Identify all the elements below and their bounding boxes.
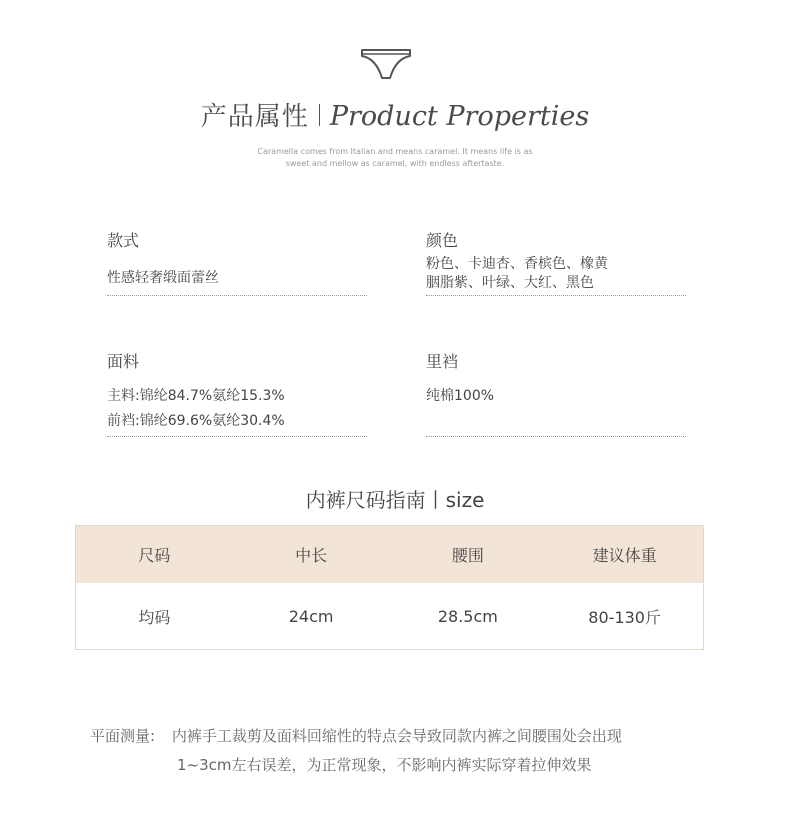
note-text: 内裤手工裁剪及面料回缩性的特点会导致同款内裤之间腰围处会出现	[171, 727, 622, 745]
underwear-brief-icon	[359, 44, 413, 84]
column-header-length: 中长	[295, 546, 328, 565]
property-value: 胭脂紫、叶绿、大红、黑色	[426, 275, 594, 291]
property-label: 款式	[107, 231, 140, 250]
cell-length: 24cm	[288, 606, 334, 626]
property-color	[426, 228, 686, 296]
column-header-waist: 腰围	[451, 546, 484, 565]
property-value: 纯棉100%	[426, 388, 495, 404]
tagline-line: sweet and mellow as caramel, with endless aftertaste.	[285, 159, 505, 168]
title-english: Product Properties	[329, 101, 590, 132]
title-divider	[319, 104, 320, 126]
cell-size: 均码	[138, 607, 171, 627]
note-prefix: 平面测量:	[90, 727, 156, 745]
property-label: 颜色	[426, 231, 459, 250]
column-header-size: 尺码	[138, 546, 171, 565]
property-label: 面料	[107, 352, 140, 371]
tagline-line: Caramella comes from Italian and means caramel. It means life is as	[257, 147, 533, 156]
size-table	[75, 525, 704, 650]
property-lining	[426, 349, 686, 437]
property-fabric	[107, 349, 367, 437]
table-row	[76, 583, 703, 649]
page-title	[0, 96, 790, 133]
property-value: 性感轻奢缎面蕾丝	[107, 270, 219, 286]
property-label: 里裆	[426, 352, 459, 371]
property-value: 主料:锦纶84.7%氨纶15.3%	[107, 388, 285, 404]
brand-tagline	[0, 146, 790, 170]
measurement-note	[90, 722, 622, 780]
table-header-row	[76, 526, 703, 583]
property-style	[107, 228, 367, 296]
cell-weight: 80-130斤	[588, 607, 661, 627]
property-value: 粉色、卡迪杏、香槟色、橡黄	[426, 256, 608, 272]
column-header-weight: 建议体重	[592, 546, 657, 565]
property-value: 前裆:锦纶69.6%氨纶30.4%	[107, 413, 285, 429]
note-text: 1~3cm左右误差，为正常现象，不影响内裤实际穿着拉伸效果	[177, 756, 592, 774]
title-chinese: 产品属性	[200, 102, 309, 132]
cell-waist: 28.5cm	[437, 606, 498, 626]
size-guide-title: 内裤尺码指南丨size	[305, 488, 485, 512]
